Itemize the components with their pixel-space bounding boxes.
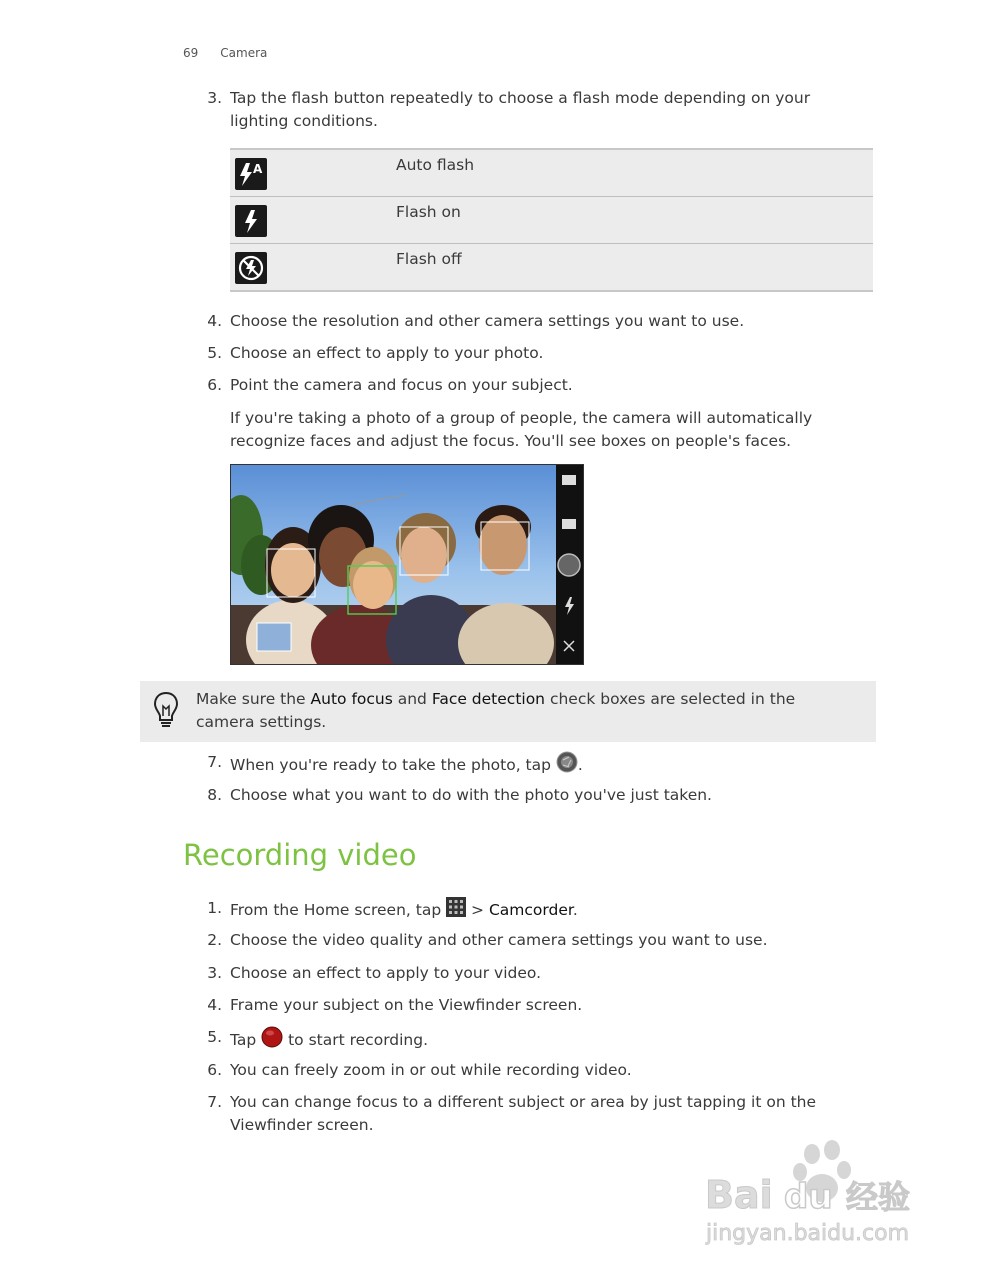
step-number: 6.: [207, 376, 222, 394]
tip-text: [196, 688, 846, 734]
step-text: Choose what you want to do with the photo you've just taken.: [230, 786, 712, 804]
step-text: Tap the flash button repeatedly to choose a flash mode depending on your lighting conditions.: [230, 89, 811, 130]
auto-focus-label: Auto focus: [310, 690, 393, 708]
face-detection-label: Face detection: [431, 690, 546, 708]
flash-mode-table: [230, 148, 873, 292]
svg-text:Bai: Bai: [705, 1173, 773, 1217]
step-text: You can change focus to a different subject or area by just tapping it on the Viewfinder screen.: [230, 1093, 817, 1134]
flash-mode-label: Flash on: [396, 203, 461, 221]
step-number: 3.: [207, 89, 222, 107]
step-text: Point the camera and focus on your subject.: [230, 376, 573, 394]
lightbulb-icon: [152, 690, 180, 730]
step-text-part: to start recording.: [283, 1031, 429, 1049]
flash-off-icon: [235, 252, 267, 284]
svg-text:A: A: [253, 162, 263, 176]
step-text: Choose the resolution and other camera settings you want to use.: [230, 312, 745, 330]
step-text-part: .: [572, 901, 578, 919]
flash-mode-label: Auto flash: [396, 156, 475, 174]
baidu-watermark-logo: [700, 1140, 940, 1250]
step-number: 7.: [207, 1093, 222, 1111]
step-text-part: .: [577, 756, 583, 774]
step-text: [230, 1026, 870, 1055]
step-number: 3.: [207, 964, 222, 982]
page-number: 69: [183, 46, 199, 60]
step-text-part: When you're ready to take the photo, tap: [230, 756, 556, 774]
step-number: 1.: [207, 899, 222, 917]
step-text: Choose an effect to apply to your video.: [230, 964, 542, 982]
step-text: Choose an effect to apply to your photo.: [230, 344, 544, 362]
svg-text:du: du: [784, 1177, 833, 1217]
tip-text-part: Make sure the: [196, 690, 311, 708]
section-title: Recording video: [183, 838, 417, 872]
viewfinder-screenshot: [230, 464, 584, 665]
step-text: [230, 897, 870, 924]
flash-auto-icon: [235, 158, 267, 190]
all-apps-icon: [446, 897, 466, 924]
step-number: 5.: [207, 344, 222, 362]
step-number: 5.: [207, 1028, 222, 1046]
camcorder-label: Camcorder: [488, 901, 573, 919]
table-row: [230, 197, 873, 244]
flash-on-icon: [235, 205, 267, 237]
svg-text:经验: 经验: [846, 1178, 911, 1216]
table-row: [230, 150, 873, 197]
step-text: [230, 751, 870, 780]
step-number: 4.: [207, 996, 222, 1014]
shutter-icon: [556, 751, 578, 780]
tip-text-part: and: [392, 690, 432, 708]
section-name: Camera: [220, 46, 268, 60]
step-number: 6.: [207, 1061, 222, 1079]
step-note: If you're taking a photo of a group of people, the camera will automatically recognize faces and adjust the focus. You'll see boxes on people's faces.: [230, 409, 813, 450]
step-number: 8.: [207, 786, 222, 804]
svg-text:jingyan.baidu.com: jingyan.baidu.com: [706, 1221, 910, 1246]
step-number: 4.: [207, 312, 222, 330]
flash-mode-label: Flash off: [396, 250, 462, 268]
step-text-part: >: [466, 901, 489, 919]
step-text: You can freely zoom in or out while recording video.: [230, 1061, 632, 1079]
tip-box: [140, 681, 876, 742]
table-row: [230, 244, 873, 292]
record-icon: [261, 1026, 283, 1055]
tip-text-part: check boxes are selected in the camera settings.: [196, 690, 796, 731]
step-text-part: From the Home screen, tap: [230, 901, 447, 919]
step-number: 2.: [207, 931, 222, 949]
step-text: Frame your subject on the Viewfinder screen.: [230, 996, 583, 1014]
step-number: 7.: [207, 753, 222, 771]
step-text-part: Tap: [230, 1031, 262, 1049]
step-text: Choose the video quality and other camera settings you want to use.: [230, 931, 768, 949]
page-header: [183, 46, 267, 60]
